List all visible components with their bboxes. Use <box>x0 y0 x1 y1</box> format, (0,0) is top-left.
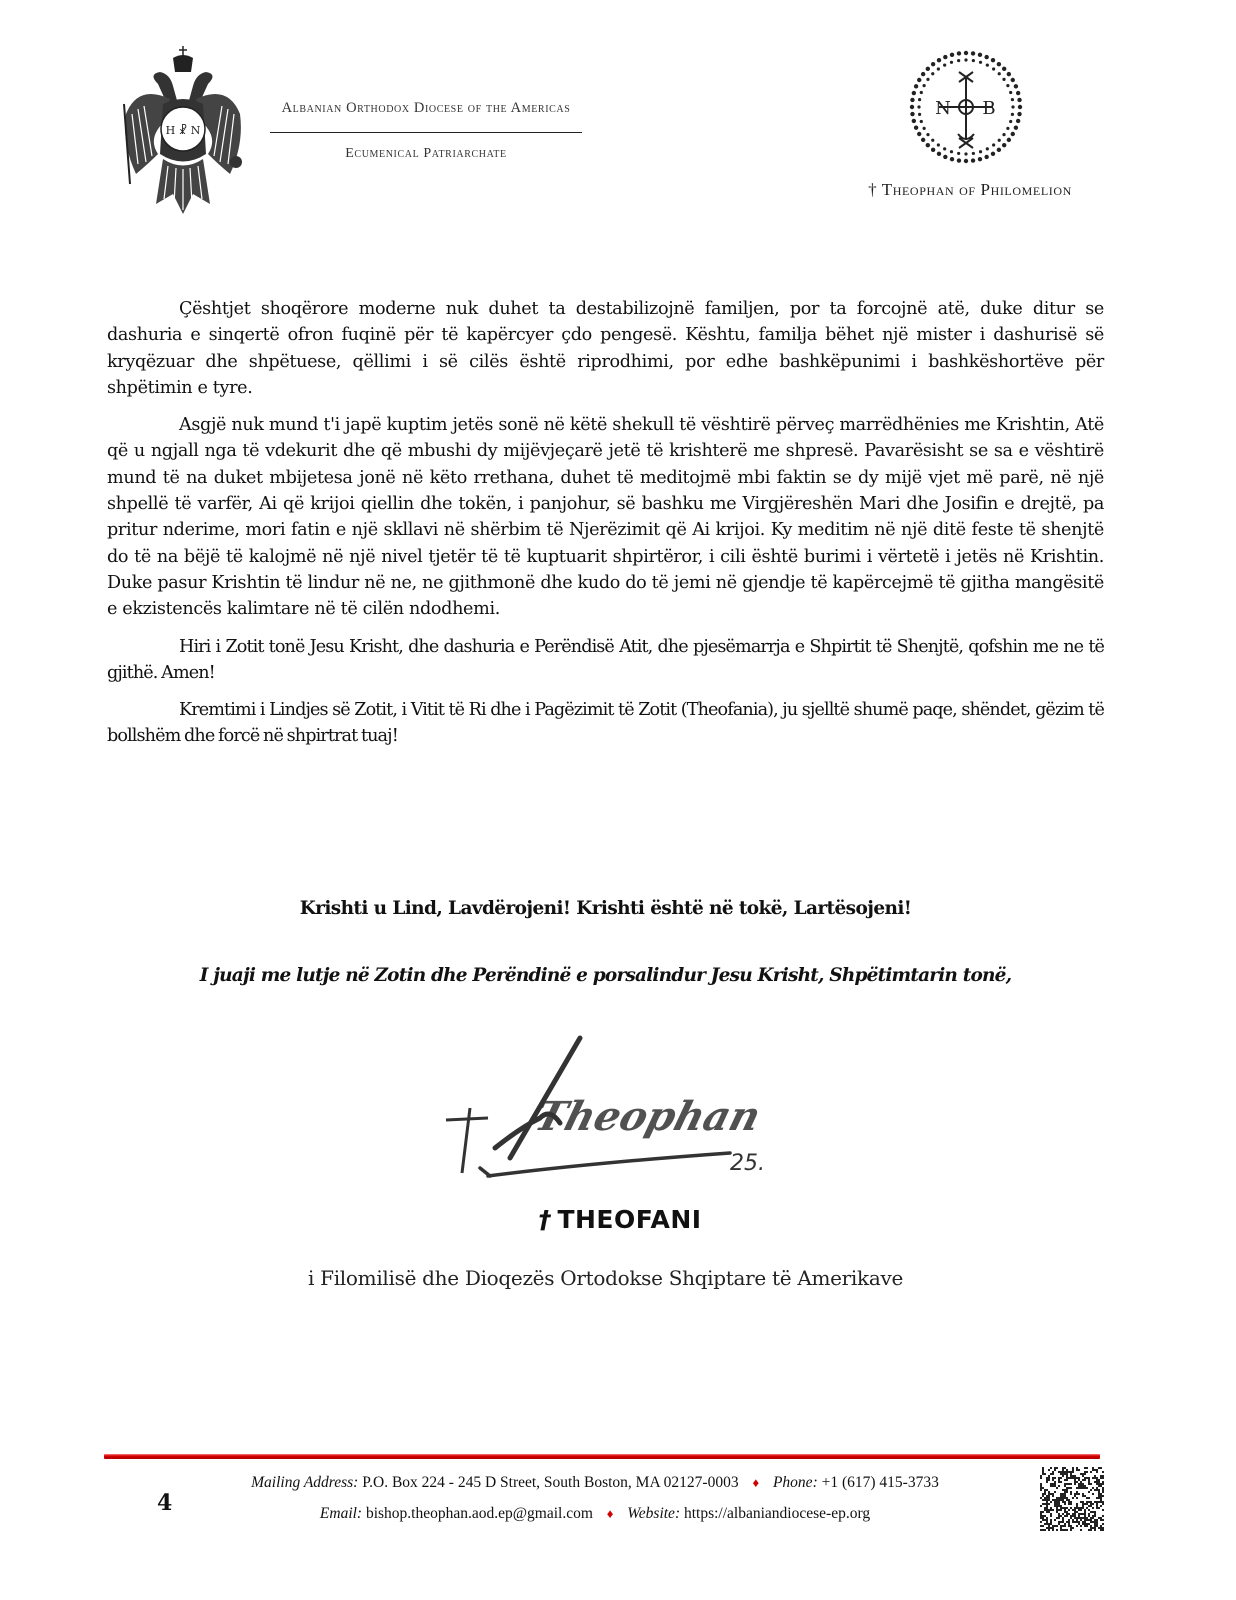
handwritten-signature <box>440 1028 800 1178</box>
phone-number[interactable]: +1 (617) 415-3733 <box>821 1474 939 1491</box>
diamond-separator-icon: ♦ <box>606 1506 614 1521</box>
patriarchate-name: Ecumenical Patriarchate <box>345 146 507 161</box>
bishop-seal-icon <box>907 48 1025 166</box>
printed-name <box>420 1205 820 1234</box>
signature-year: 25. <box>730 1151 765 1176</box>
signature-subtitle: i Filomilisë dhe Dioqezës Ortodokse Shqiptare të Amerikave <box>307 1266 904 1290</box>
body-paragraph: Asgjë nuk mund t'i japë kuptim jetës sonë në këtë shekull të vështirë përveç marrëdhënies me Krishtin, Atë që u ngjall nga të vdekurit dhe që mbushi dy mijëvjeçarë jetë të krishterë me shpresë. Pavarësisht se sa e vështirë mund të na duket mbijetesa jonë në këto rrethana, duhet të meditojmë mbi faktin se dy mijë vjet më parë, në një shpellë të varfër, Ai që krijoi qiellin dhe tokën, i panjohur, së bashku me Virgjëreshën Mari dhe Josifin e drejtë, pa pritur nderime, mori fatin e një skllavi në shërbim të Njerëzimit që Ai krijoi. Ky meditim në një ditë feste të shenjtë do të na bëjë të kalojmë në një nivel tjetër të të kuptuarit shpirtëror, i cili është burimi i vërtetë i jetës në Krishtin. Duke pasur Krishtin të lindur në ne, ne gjithmonë dhe kudo do të jemi në gjendje të kapërcejmë të gjitha mangësitë e ekzistencës kalimtare në të cilën ndodhemi. <box>107 415 1104 620</box>
svg-text:H ☧ N: H ☧ N <box>165 124 201 137</box>
bishop-title: † Theophan of Philomelion <box>868 180 1072 199</box>
mailing-address: P.O. Box 224 - 245 D Street, South Boston, MA 02127-0003 <box>362 1474 739 1491</box>
letter-body <box>107 296 1104 761</box>
diamond-separator-icon: ♦ <box>752 1475 760 1490</box>
body-paragraph: Kremtimi i Lindjes së Zotit, i Vitit të Ri dhe i Pagëzimit të Zotit (Theofania), ju sjelltë shumë paqe, shëndet, gëzim të bollshëm dhe forcë në shpirtrat tuaj! <box>107 700 1104 747</box>
mailing-address-label: Mailing Address: <box>251 1474 359 1491</box>
footer-contact-line-2 <box>180 1505 1010 1523</box>
printed-name-text: THEOFANI <box>557 1205 702 1234</box>
christmas-greeting: Krishti u Lind, Lavdërojeni! Krishti është në tokë, Lartësojeni! <box>299 898 912 919</box>
website-label: Website: <box>627 1505 681 1522</box>
footer-divider <box>104 1454 1100 1459</box>
email-label: Email: <box>319 1505 363 1522</box>
seal-letter-right: B <box>982 98 996 119</box>
seal-letter-left: N <box>935 98 951 119</box>
email-link[interactable]: bishop.theophan.aod.ep@gmail.com <box>365 1505 593 1522</box>
header-divider <box>270 132 582 133</box>
closing-line: I juaji me lutje në Zotin dhe Perëndinë e porsalindur Jesu Krisht, Shpëtimtarin tonë, <box>199 965 1012 986</box>
qr-code-icon[interactable] <box>1040 1467 1104 1531</box>
body-paragraph: Çështjet shoqërore moderne nuk duhet ta destabilizojnë familjen, por ta forcojnë atë, duke ditur se dashuria e sinqertë ofron fuqinë për të kapërcyer çdo pengesë. Kështu, familja bëhet një mister i dashurisë së kryqëzuar dhe shpëtuese, qëllimi i së cilës është riprodhimi, por edhe bashkëpunimi i bashkëshortëve për shpëtimin e tyre. <box>107 299 1104 398</box>
body-paragraph: Hiri i Zotit tonë Jesu Krisht, dhe dashuria e Perëndisë Atit, dhe pjesëmarrja e Shpirtit të Shenjtë, qofshin me ne të gjithë. Amen! <box>107 636 1104 683</box>
phone-label: Phone: <box>772 1474 818 1491</box>
footer-contact-line-1 <box>180 1474 1010 1492</box>
signature-script: Theophan <box>530 1092 766 1140</box>
cross-icon: † <box>538 1205 552 1234</box>
double-headed-eagle-emblem-icon <box>118 44 248 216</box>
diocese-name: Albanian Orthodox Diocese of the Americas <box>281 100 571 116</box>
website-link[interactable]: https://albaniandiocese-ep.org <box>683 1505 871 1522</box>
page-number: 4 <box>157 1490 173 1516</box>
